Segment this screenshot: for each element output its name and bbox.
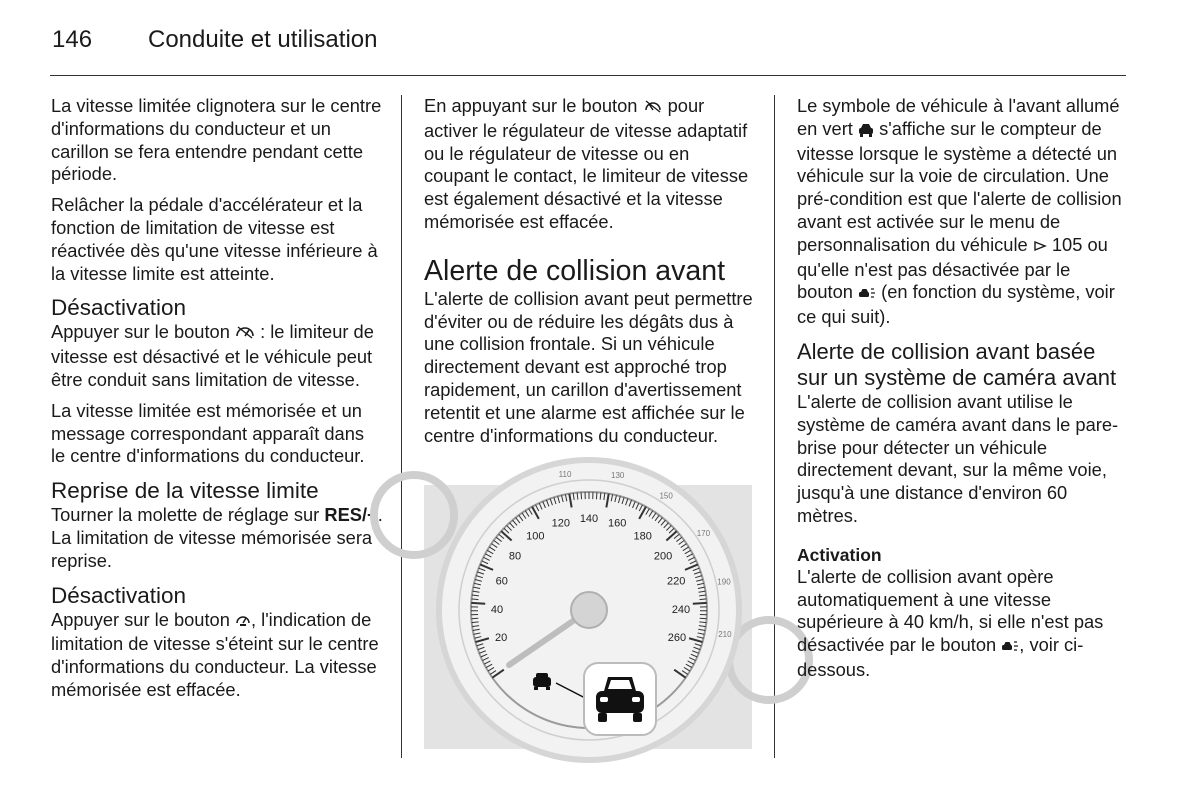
speed-limiter-button-icon <box>235 323 255 346</box>
speedometer-label: 80 <box>508 550 522 563</box>
speedometer-tick <box>577 493 578 500</box>
limiter-button-icon <box>235 611 251 634</box>
text-span: Le symbole de véhicule à l'avant allumé en vert <box>797 95 1120 139</box>
text-span: pour activer le régulateur de vitesse adaptatif ou le régulateur de vitesse ou en coupant le contact, le limiteur de vitesse est également désactivé et la vitesse mémorisée est effacée. <box>424 95 749 232</box>
column-divider-2 <box>774 95 775 758</box>
section-heading: Désactivation <box>51 295 187 321</box>
speedometer-outer-label: 170 <box>696 528 711 538</box>
section-heading: Alerte de collision avant basée sur un système de caméra avant <box>797 338 1117 390</box>
section-heading: Désactivation <box>51 582 187 608</box>
text-span: Tourner la molette de réglage sur <box>51 504 320 526</box>
paragraph: La vitesse limitée clignotera sur le centre d'informations du conducteur et un carillon se fera entendre pendant cette période. <box>51 95 382 185</box>
text-span: Appuyer sur le bouton <box>51 321 230 343</box>
vehicle-ahead-inline-icon <box>858 120 874 143</box>
speedometer-label: 40 <box>490 603 504 616</box>
speedometer-outer-label: 150 <box>659 491 673 501</box>
speedometer-label: 100 <box>526 530 545 543</box>
text-span: (en fonction du système, voir ce qui suit). <box>797 281 1115 328</box>
paragraph: L'alerte de collision avant utilise le système de caméra avant dans le pare-brise pour détecter un véhicule directement devant, sur la même voie, jusqu'à une distance d'environ 60 mètres. <box>797 390 1119 526</box>
res-plus-label: RES/+ <box>324 504 378 526</box>
paragraph <box>797 566 1127 682</box>
speedometer-tick <box>472 599 479 600</box>
text-span: : le limiteur de vitesse est désactivé et le véhicule peut être conduit sans limitation de vitesse. <box>51 321 374 390</box>
paragraph <box>424 95 754 234</box>
cruise-control-button-icon <box>643 97 663 120</box>
speedometer-outer-label: 130 <box>611 471 625 481</box>
speedometer-tick <box>600 493 601 500</box>
speedometer-label: 180 <box>633 530 652 543</box>
speedometer-label: 60 <box>495 575 508 588</box>
speedometer-tick <box>700 599 707 600</box>
text-span: L'alerte de collision avant opère automatiquement à une vitesse supérieure à 40 km/h, si elle n'est pas désactivée par le bouton <box>797 565 1104 656</box>
speedometer-tick <box>693 603 707 604</box>
paragraph <box>51 609 383 702</box>
text-span: , voir ci-dessous. <box>797 634 1084 680</box>
collision-alert-button-icon <box>858 283 876 306</box>
paragraph: Relâcher la pédale d'accélérateur et la fonction de limitation de vitesse est réactivée dès qu'une vitesse inférieure à la vitesse limite est atteinte. <box>51 194 378 284</box>
paragraph <box>797 95 1127 329</box>
text-span: Appuyer sur le bouton <box>51 608 230 630</box>
speedometer-tick <box>471 603 485 604</box>
header-rule <box>50 75 1126 76</box>
speedometer-outer-label: 190 <box>717 577 731 587</box>
sub-heading: Activation <box>797 544 882 565</box>
page-reference: 105 <box>1051 233 1083 255</box>
speedometer-tick <box>700 618 707 619</box>
column-divider-1 <box>401 95 402 758</box>
paragraph: La vitesse limitée est mémorisée et un message correspondant apparaît dans le centre d'informations du conducteur. <box>51 399 365 467</box>
speedometer-label: 260 <box>667 632 687 645</box>
page-header <box>50 24 1126 76</box>
speedometer-tick <box>471 618 478 619</box>
chapter-title: Conduite et utilisation <box>148 26 378 53</box>
paragraph <box>51 321 383 391</box>
page-number: 146 <box>52 26 93 53</box>
column-1 <box>51 95 383 710</box>
main-heading: Alerte de collision avant <box>424 254 726 287</box>
speedometer-label: 200 <box>653 550 673 563</box>
speedometer-label: 240 <box>671 603 691 616</box>
needle-hub <box>571 592 607 628</box>
speedometer-illustration <box>424 470 752 749</box>
speedometer-label: 160 <box>608 517 627 530</box>
paragraph: L'alerte de collision avant peut permettre d'éviter ou de réduire les dégâts dus à une collision frontale. Si un véhicule directement devant est approché trop rapidement, un carillon d'avertissement retentit et une alarme est affichée sur le centre d'informations du conducteur. <box>424 287 753 446</box>
text-span: En appuyant sur le bouton <box>424 95 638 116</box>
section-heading: Reprise de la vitesse limite <box>51 478 319 504</box>
text-span: ou qu'elle n'est pas désactivée par le bouton <box>797 233 1108 303</box>
paragraph <box>51 504 383 572</box>
speedometer-drawing <box>424 470 752 749</box>
speedometer-outer-label: 210 <box>718 629 732 639</box>
speedometer-label: 20 <box>494 632 508 645</box>
speedometer-outer-label: 110 <box>558 470 572 480</box>
column-3 <box>797 95 1127 690</box>
text-span: s'affiche sur le compteur de vitesse lorsque le système a détecté un véhicule sur la voie de circulation. Une pré-condition est que l'alerte de collision avant est activée sur le menu de personnalisation du véhicule <box>797 117 1122 255</box>
speedometer-label: 220 <box>667 575 686 588</box>
text-span: , l'indication de limitation de vitesse s'éteint sur le centre d'informations du conducteur. La vitesse mémorisée est effacée. <box>51 608 379 700</box>
collision-alert-button-icon <box>1001 636 1019 659</box>
speedometer-label: 140 <box>579 513 599 525</box>
page-reference-arrow-icon <box>1033 236 1047 259</box>
column-2 <box>424 95 754 455</box>
speedometer-label: 120 <box>551 517 570 530</box>
text-span: . La limitation de vitesse mémorisée sera reprise. <box>51 504 383 571</box>
